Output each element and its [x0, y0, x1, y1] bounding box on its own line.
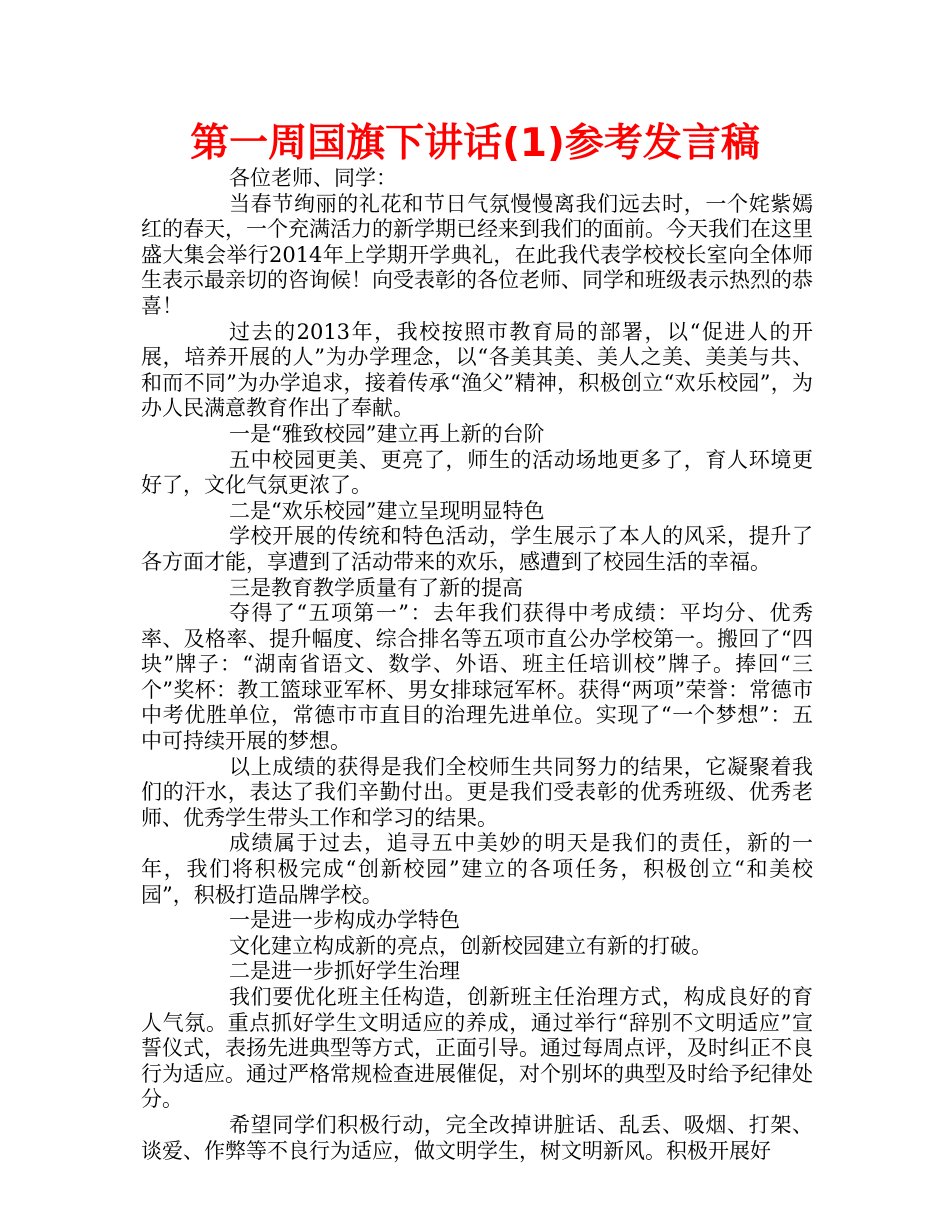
paragraph-opening: 当春节绚丽的礼花和节日气氛慢慢离我们远去时，一个姹紫嫣红的春天，一个充满活力的新学期已经来到我们的面前。今天我们在这里盛大集会举行2014年上学期开学典礼，在此我代表学校校长室向全体师生表示最亲切的咨询候！向受表彰的各位老师、同学和班级表示热烈的恭喜！ — [141, 191, 813, 318]
paragraph: 文化建立构成新的亮点，创新校园建立有新的打破。 — [229, 933, 712, 958]
paragraph: 希望同学们积极行动，完全改掉讲脏话、乱丢、吸烟、打架、谈爱、作弊等不良行为适应，做文明学生，树文明新风。积极开展好 — [141, 1112, 813, 1163]
document-title: 第一周国旗下讲话(1)参考发言稿 — [190, 121, 760, 166]
paragraph: 以上成绩的获得是我们全校师生共同努力的结果，它凝聚着我们的汗水，表达了我们辛勤付出。更是我们受表彰的优秀班级、优秀老师、优秀学生带头工作和学习的结果。 — [141, 754, 813, 830]
salutation: 各位老师、同学： — [229, 166, 397, 190]
section-heading: 二是“欢乐校园”建立呈现明显特色 — [229, 498, 545, 523]
paragraph: 夺得了“五项第一”：去年我们获得中考成绩：平均分、优秀率、及格率、提升幅度、综合排名等五项市直公办学校第一。搬回了“四块”牌子：“湖南省语文、数学、外语、班主任培训校”牌子。捧回“三个”奖杯：教工篮球亚军杯、男女排球冠军杯。获得“两项”荣誉：常德市中考优胜单位，常德市市直目的治理先进单位。实现了“一个梦想”：五中可持续开展的梦想。 — [141, 601, 813, 754]
section-heading: 一是“雅致校园”建立再上新的台阶 — [229, 421, 545, 446]
paragraph: 我们要优化班主任构造，创新班主任治理方式，构成良好的育人气氛。重点抓好学生文明适应的养成，通过举行“辞别不文明适应”宣誓仪式，表扬先进典型等方式，正面引导。通过每周点评，及时纠正不良行为适应。通过严格常规检查进展催促，对个别坏的典型及时给予纪律处分。 — [141, 985, 813, 1112]
section-heading: 三是教育教学质量有了新的提高 — [229, 575, 523, 600]
section-heading: 一是进一步构成办学特色 — [229, 908, 460, 933]
paragraph: 学校开展的传统和特色活动，学生展示了本人的风采，提升了各方面才能，享遭到了活动带来的欢乐，感遭到了校园生活的幸福。 — [141, 524, 813, 574]
section-heading: 二是进一步抓好学生治理 — [229, 959, 460, 984]
paragraph-review: 过去的2013年，我校按照市教育局的部署，以“促进人的开展，培养开展的人”为办学理念，以“各美其美、美人之美、美美与共、和而不同”为办学追求，接着传承“渔父”精神，积极创立“欢乐校园”，为办人民满意教育作出了奉献。 — [141, 319, 813, 421]
document-body — [141, 166, 813, 1164]
paragraph: 成绩属于过去，追寻五中美妙的明天是我们的责任，新的一年，我们将积极完成“创新校园”建立的各项任务，积极创立“和美校园”，积极打造品牌学校。 — [141, 831, 813, 907]
paragraph: 五中校园更美、更亮了，师生的活动场地更多了，育人环境更好了，文化气氛更浓了。 — [141, 447, 813, 498]
